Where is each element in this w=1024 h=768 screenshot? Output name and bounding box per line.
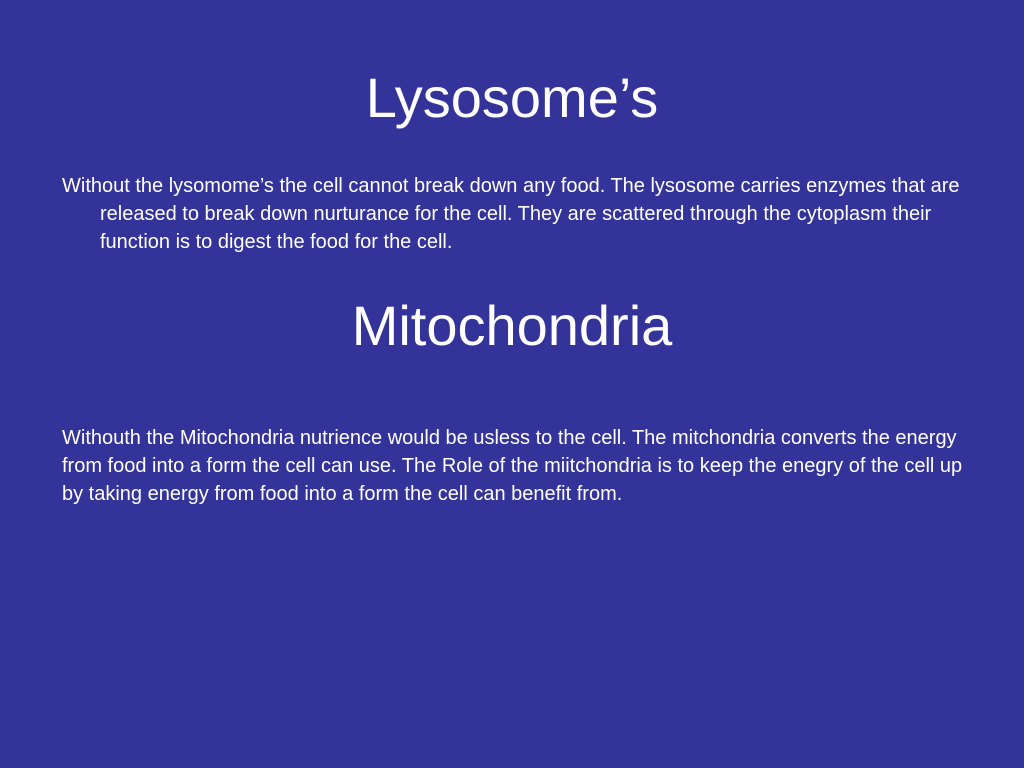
section-body-lysosome: Without the lysomome’s the cell cannot break down any food. The lysosome carries enzymes that are released to break down nurturance for the cell. They are scattered through the cytoplasm their function is to digest the food for the cell. xyxy=(62,175,960,253)
section-title-lysosome: Lysosome’s xyxy=(365,66,659,129)
section-title-mitochondria: Mitochondria xyxy=(351,294,673,357)
section-body-mitochondria: Withouth the Mitochondria nutrience would be usless to the cell. The mitchondria converts the energy from food into a form the cell can use. The Role of the miitchondria is to keep the enegry of the cell up by taking energy from food into a form the cell can benefit from. xyxy=(62,427,963,505)
